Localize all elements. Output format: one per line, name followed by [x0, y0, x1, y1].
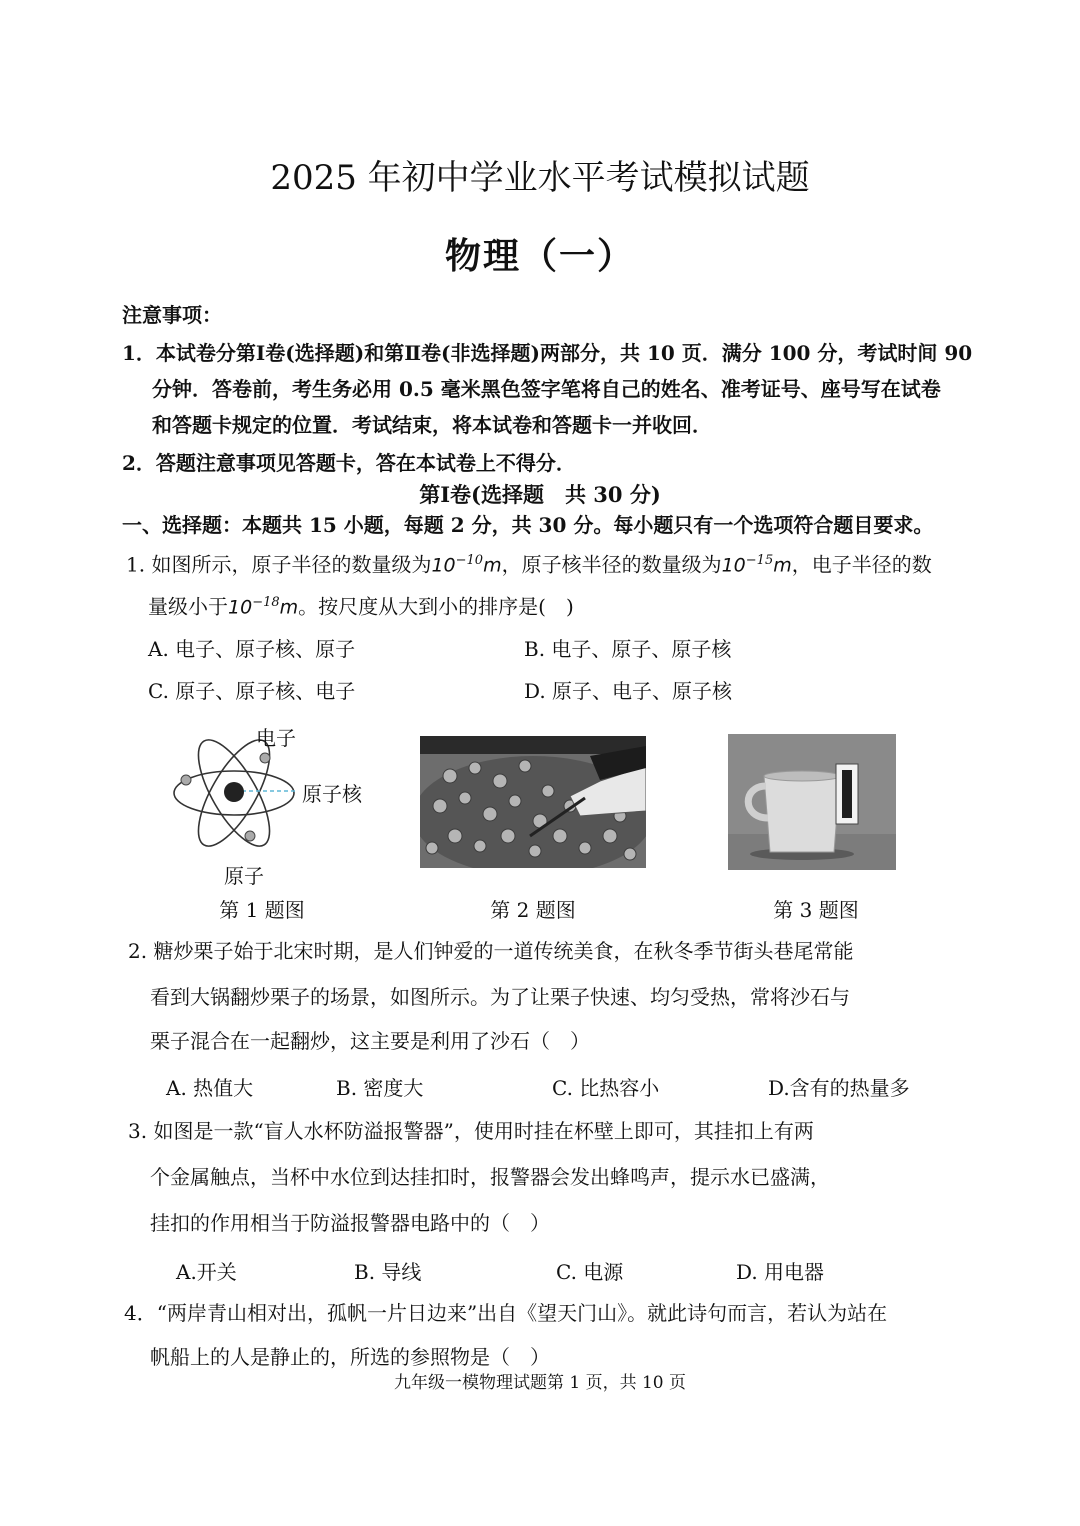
electron-dot-2: [181, 775, 191, 785]
q3-line-3: 挂扣的作用相当于防溢报警器电路中的（ ）: [150, 1211, 550, 1235]
nucleus-dot: [224, 782, 244, 802]
q2-line-2: 看到大锅翻炒栗子的场景，如图所示。为了让栗子快速、均匀受热，常将沙石与: [150, 985, 850, 1009]
q4-line-1: 4．“两岸青山相对出，孤帆一片日边来”出自《望天门山》。就此诗句而言，若认为站在: [124, 1301, 888, 1325]
q3-line-1: 3. 如图是一款“盲人水杯防溢报警器”，使用时挂在杯壁上即可，其挂扣上有两: [128, 1119, 814, 1143]
label-nucleus: 原子核: [302, 782, 362, 806]
electron-dot-3: [245, 831, 255, 841]
label-electron: 电子: [256, 726, 296, 750]
q2-line-3: 栗子混合在一起翻炒，这主要是利用了沙石（ ）: [150, 1029, 590, 1053]
section-title: 第Ⅰ卷(选择题 共 30 分): [419, 482, 661, 507]
q1-option-c[interactable]: C. 原子、原子核、电子: [148, 679, 356, 703]
q3-option-a[interactable]: A.开关: [176, 1260, 237, 1284]
section-instruction: 一、选择题：本题共 15 小题，每题 2 分，共 30 分。每小题只有一个选项符合题目要求。: [122, 513, 934, 537]
q3-option-d[interactable]: D. 用电器: [736, 1260, 825, 1284]
q3-option-c[interactable]: C. 电源: [556, 1260, 624, 1284]
figure-3-caption: 第 3 题图: [773, 898, 859, 922]
chestnut-photo: [420, 736, 646, 868]
q2-option-b[interactable]: B. 密度大: [336, 1076, 424, 1100]
q1-option-b[interactable]: B. 电子、原子、原子核: [524, 637, 732, 661]
q4-line-2: 帆船上的人是静止的，所选的参照物是（ ）: [150, 1345, 550, 1369]
notice-heading: 注意事项：: [122, 303, 222, 327]
notice-item-1-line-1: 1．本试卷分第Ⅰ卷(选择题)和第Ⅱ卷(非选择题)两部分，共 10 页．满分 100 分，考试时间 90: [122, 341, 973, 365]
notice-item-1-line-3: 和答题卡规定的位置．考试结束，将本试卷和答题卡一并收回．: [152, 413, 712, 437]
cup-alarm-photo: [728, 734, 896, 870]
q1-line-2: 量级小于$10^{-18}m$。按尺度从大到小的排序是( ): [148, 594, 574, 619]
label-atom: 原子: [224, 864, 264, 888]
q1-option-a[interactable]: A. 电子、原子核、原子: [148, 637, 356, 661]
atom-diagram: [168, 718, 388, 888]
q1-line-1: 1. 如图所示，原子半径的数量级为$10^{-10}m$，原子核半径的数量级为$10^{-15}m$，电子半径的数: [126, 552, 932, 577]
q2-option-c[interactable]: C. 比热容小: [552, 1076, 660, 1100]
page-footer: 九年级一模物理试题第 1 页，共 10 页: [393, 1373, 687, 1393]
figure-1-caption: 第 1 题图: [219, 898, 305, 922]
q2-line-1: 2. 糖炒栗子始于北宋时期，是人们钟爱的一道传统美食，在秋冬季节街头巷尾常能: [128, 939, 854, 963]
notice-item-2: 2．答题注意事项见答题卡，答在本试卷上不得分．: [122, 451, 576, 475]
exam-title: 2025 年初中学业水平考试模拟试题: [270, 158, 810, 198]
q3-line-2: 个金属触点，当杯中水位到达挂扣时，报警器会发出蜂鸣声，提示水已盛满，: [150, 1165, 830, 1189]
notice-item-1-line-2: 分钟．答卷前，考生务必用 0.5 毫米黑色签字笔将自己的姓名、准考证号、座号写在试卷: [152, 377, 941, 401]
figure-2-caption: 第 2 题图: [490, 898, 576, 922]
q3-option-b[interactable]: B. 导线: [354, 1260, 422, 1284]
electron-dot-1: [260, 753, 270, 763]
subject-title: 物理（一）: [444, 235, 635, 277]
q2-option-a[interactable]: A. 热值大: [166, 1076, 254, 1100]
chestnut-photo-svg: [420, 736, 646, 868]
cup-alarm-photo-svg: [728, 734, 896, 870]
q2-option-d[interactable]: D.含有的热量多: [768, 1076, 910, 1100]
q1-option-d[interactable]: D. 原子、电子、原子核: [524, 679, 733, 703]
